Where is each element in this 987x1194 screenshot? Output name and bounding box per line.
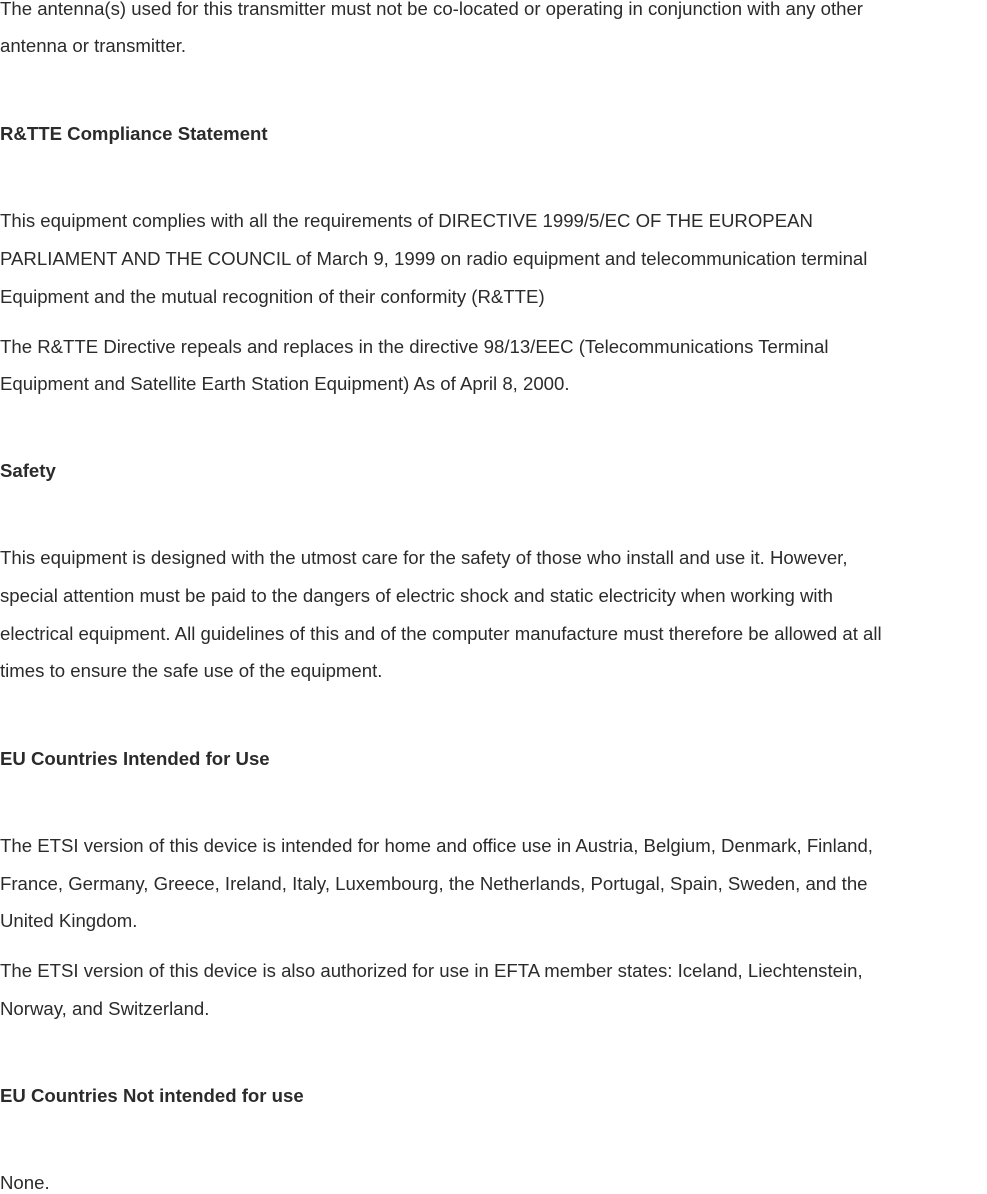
eu-intended-p2-line-1: The ETSI version of this device is also authorized for use in EFTA member states: Iceland, Liechtenstein,: [0, 960, 863, 981]
eu-intended-heading: EU Countries Intended for Use: [0, 748, 270, 769]
eu-not-intended-text: None.: [0, 1172, 50, 1193]
rtte-p2-line-2: Equipment and Satellite Earth Station Equipment) As of April 8, 2000.: [0, 373, 570, 394]
safety-line-3: electrical equipment. All guidelines of this and of the computer manufacture must therefore be allowed at all: [0, 623, 882, 644]
rtte-heading: R&TTE Compliance Statement: [0, 123, 268, 144]
eu-intended-p2-line-2: Norway, and Switzerland.: [0, 998, 210, 1019]
intro-line-2: antenna or transmitter.: [0, 35, 187, 56]
eu-intended-p1-line-2: France, Germany, Greece, Ireland, Italy, Luxembourg, the Netherlands, Portugal, Spain, Sweden, and the: [0, 873, 868, 894]
rtte-p1-line-3: Equipment and the mutual recognition of their conformity (R&TTE): [0, 286, 545, 307]
rtte-p2-line-1: The R&TTE Directive repeals and replaces in the directive 98/13/EEC (Telecommunications Terminal: [0, 336, 829, 357]
safety-heading: Safety: [0, 460, 56, 481]
intro-line-1: The antenna(s) used for this transmitter must not be co-located or operating in conjunction with any other: [0, 0, 864, 19]
rtte-p1-line-2: PARLIAMENT AND THE COUNCIL of March 9, 1999 on radio equipment and telecommunication terminal: [0, 248, 868, 269]
eu-intended-p1-line-1: The ETSI version of this device is intended for home and office use in Austria, Belgium, Denmark, Finland,: [0, 835, 873, 856]
eu-not-intended-heading: EU Countries Not intended for use: [0, 1085, 304, 1106]
safety-line-2: special attention must be paid to the dangers of electric shock and static electricity when working with: [0, 585, 834, 606]
safety-line-4: times to ensure the safe use of the equipment.: [0, 660, 383, 681]
eu-intended-p1-line-3: United Kingdom.: [0, 910, 138, 931]
safety-line-1: This equipment is designed with the utmost care for the safety of those who install and use it. However,: [0, 547, 848, 568]
rtte-p1-line-1: This equipment complies with all the requirements of DIRECTIVE 1999/5/EC OF THE EUROPEAN: [0, 210, 813, 231]
